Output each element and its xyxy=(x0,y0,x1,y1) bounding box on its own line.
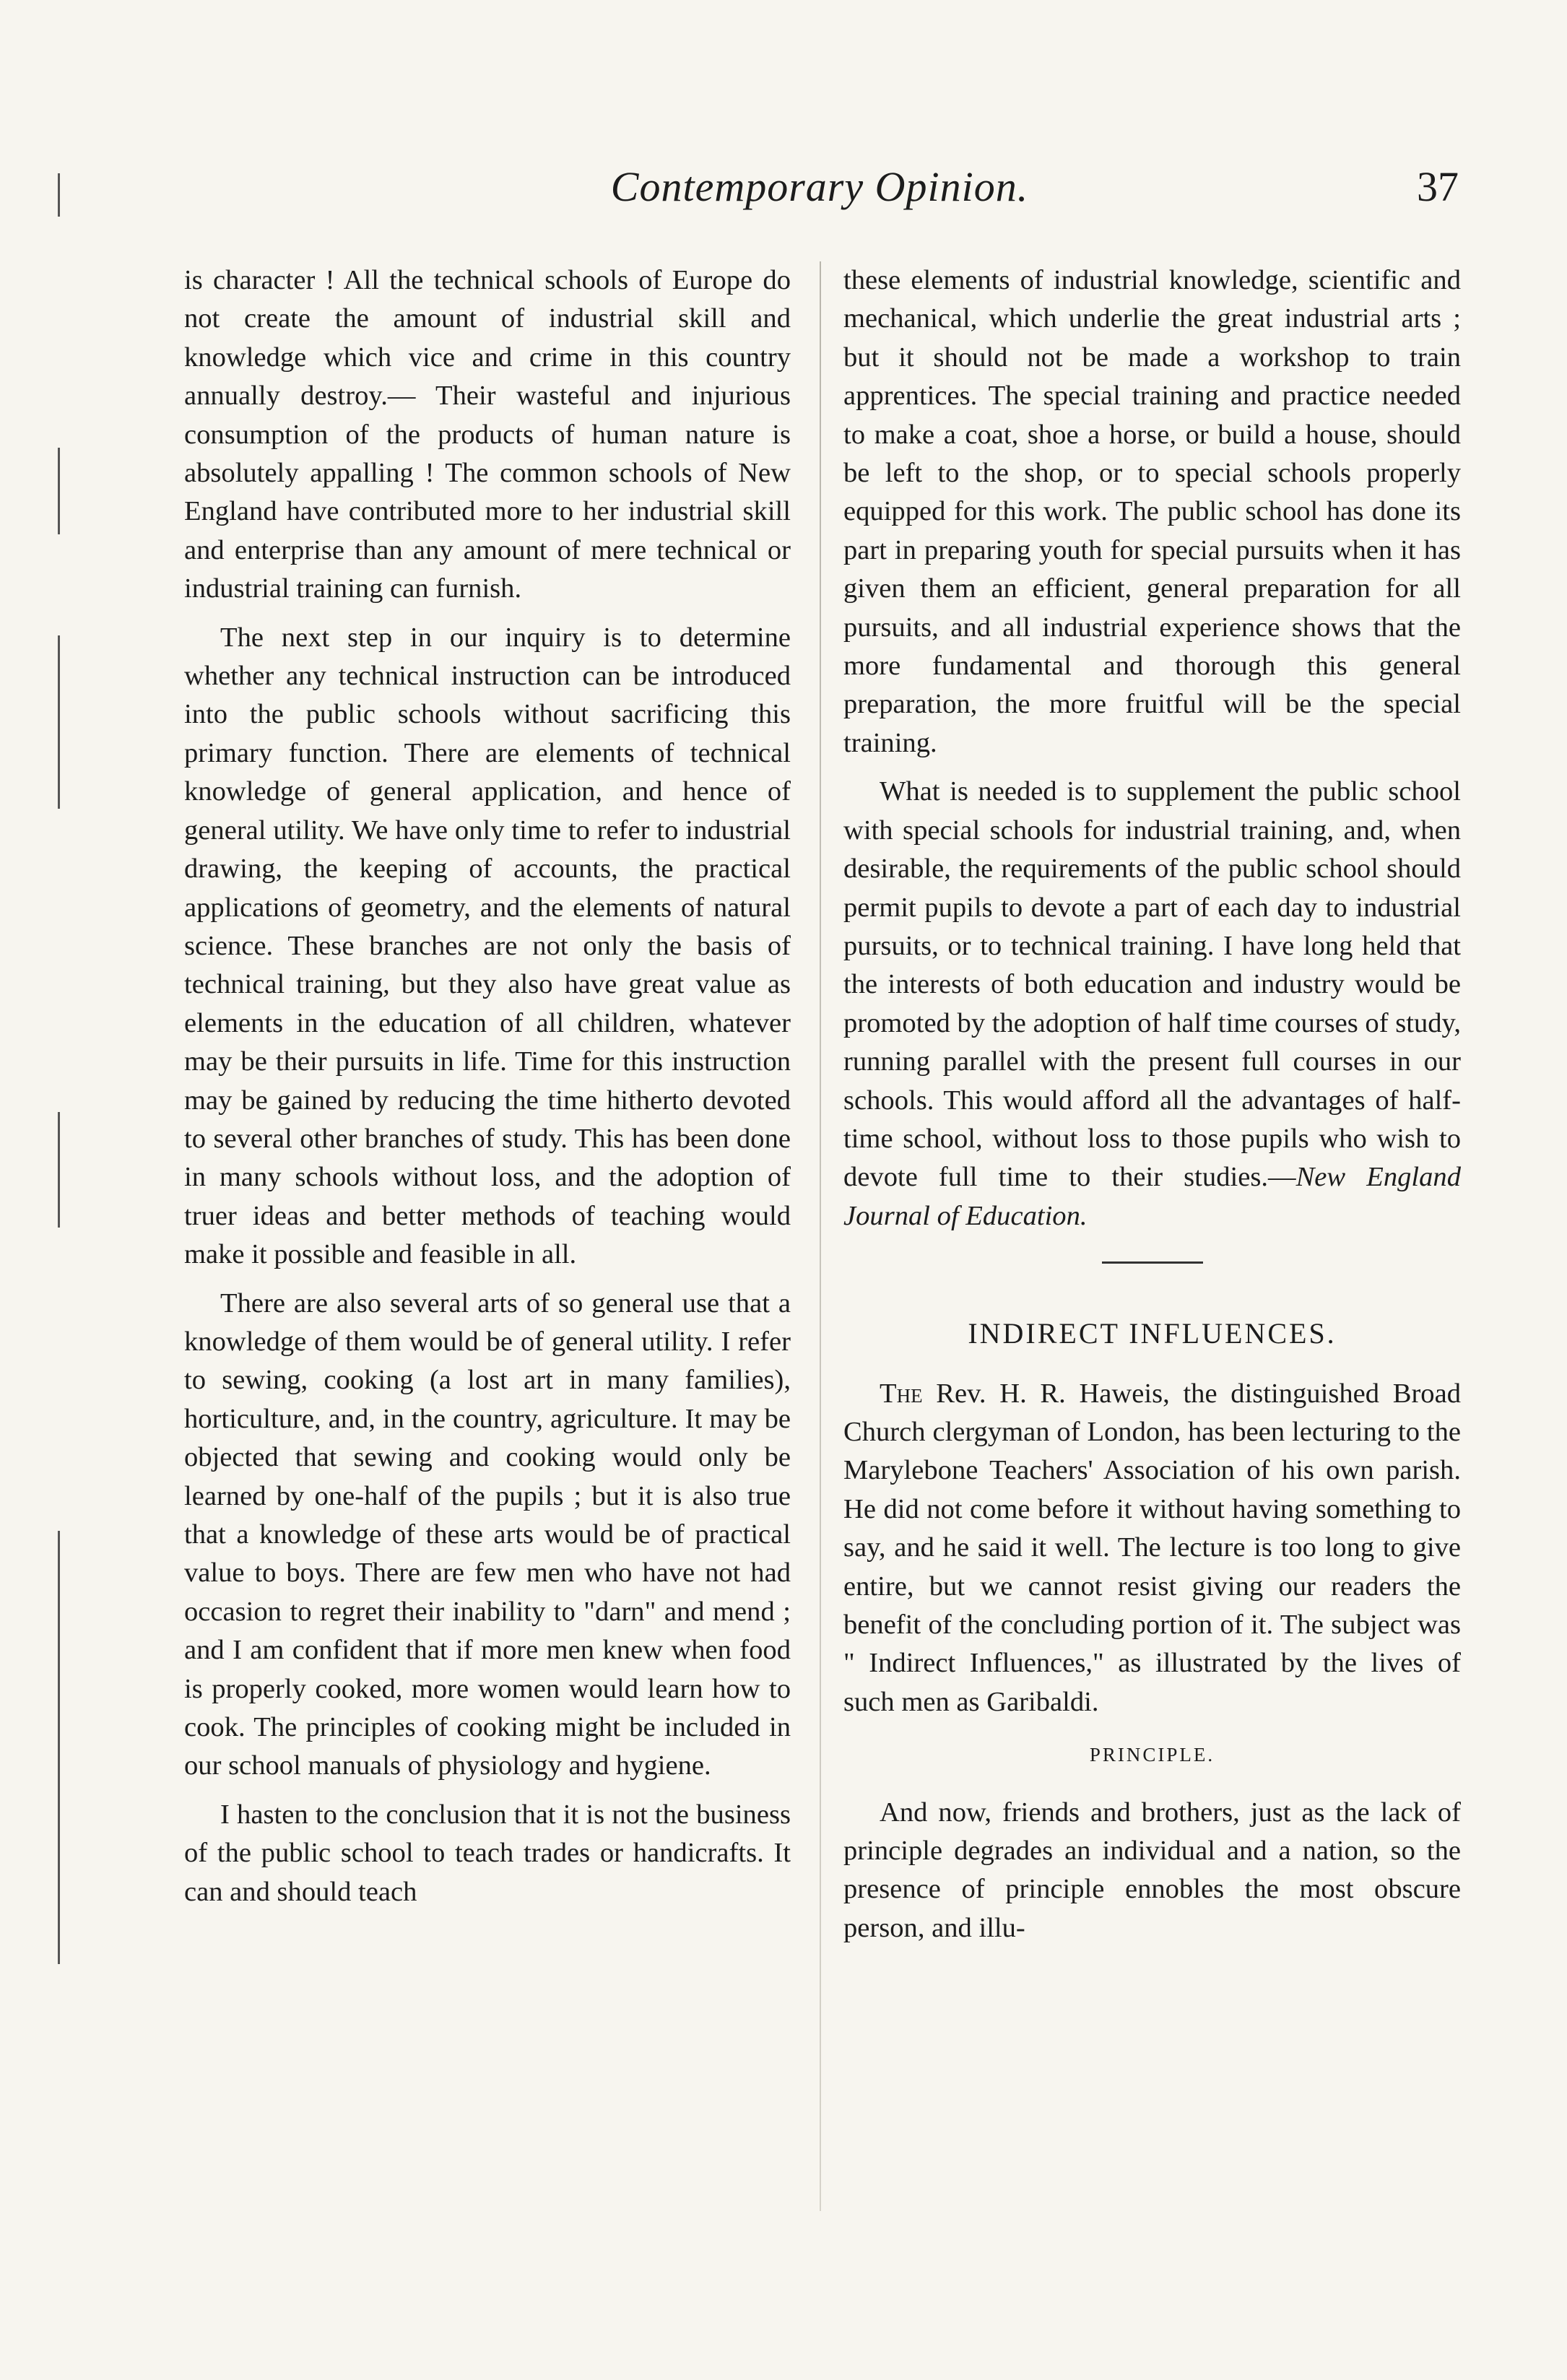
page-header xyxy=(181,162,1459,220)
paragraph xyxy=(843,773,1461,1235)
running-head: Contemporary Opinion. xyxy=(610,163,1029,210)
paragraph xyxy=(843,1375,1461,1722)
page-number: 37 xyxy=(1417,163,1459,210)
left-column xyxy=(184,261,791,1921)
paragraph: these elements of industrial knowledge, scientific and mechanical, which underlie the great industrial arts ; but it should not be made a workshop to train apprentices. The special training and practice needed to make a coat, shoe a horse, or build a house, should be left to the shop, or to special schools properly equipped for this work. The public school has done its part in preparing youth for special pursuits when it has given them an efficient, general preparation for all pursuits, and all industrial experience shows that the more fundamental and thorough this general preparation, the more fruitful will be the special training. xyxy=(843,265,1461,758)
source-citation: New England Journal of Education. xyxy=(843,1162,1461,1231)
column-divider xyxy=(820,261,821,2211)
right-column xyxy=(843,261,1461,1958)
subsection-title: PRINCIPLE. xyxy=(1089,1744,1215,1766)
paragraph: There are also several arts of so general use that a knowledge of them would be of general utility. I refer to sewing, cooking (a lost art in many families), horticulture, and, in the country, agriculture. It may be objected that sewing and cooking would only be learned by one-half of the pupils ; but it is also true that a knowledge of these arts would be of practical value to boys. There are few men who have not had occasion to regret their inability to "darn" and mend ; and I am confident that if more men knew when food is properly cooked, more women would learn how to cook. The principles of cooking might be included in our school manuals of physiology and hygiene. xyxy=(184,1287,791,1781)
lead-word: The xyxy=(880,1378,923,1409)
paragraph-text: What is needed is to supplement the public school with special schools for industrial training, and, when desirable, the requirements of the public school should permit pupils to devote a part of each day to industrial pursuits, or to technical training. I have long held that the interests of both education and industry would be promoted by the adoption of half time courses of study, running parallel with the present full courses in our schools. This would afford all the advantages of half-time school, without loss to those pupils who wish to devote full time to their studies.— xyxy=(843,776,1461,1193)
paragraph: I hasten to the conclusion that it is not the business of the public school to teach trades or handicrafts. It can and should teach xyxy=(184,1799,791,1907)
paragraph-text: Rev. H. R. Haweis, the distinguished Broad Church clergyman of London, has been lecturing to the Marylebone Teachers' Association of his own parish. He did not come before it without having something to say, and he said it well. The lecture is too long to give entire, but we cannot resist giving our readers the benefit of the concluding portion of it. The subject was " Indirect Influences," as illustrated by the lives of such men as Garibaldi. xyxy=(843,1378,1461,1717)
paragraph: And now, friends and brothers, just as the lack of principle degrades an individual and a nation, so the presence of principle ennobles the most obscure person, and illu- xyxy=(843,1797,1461,1943)
paragraph: The next step in our inquiry is to determine whether any technical instruction can be introduced into the public schools without sacrificing this primary function. There are elements of technical knowledge of general application, and hence of general utility. We have only time to refer to industrial drawing, the keeping of accounts, the practical applications of geometry, and the elements of natural science. These branches are not only the basis of technical training, but they also have great value as elements in the education of all children, whatever may be their pursuits in life. Time for this instruction may be gained by reducing the time hitherto devoted to several other branches of study. This has been done in many schools without loss, and the adoption of truer ideas and better methods of teaching would make it possible and feasible in all. xyxy=(184,622,791,1270)
section-title: INDIRECT INFLUENCES. xyxy=(968,1317,1337,1350)
paragraph: is character ! All the technical schools of Europe do not create the amount of industrial skill and knowledge which vice and crime in this country annually destroy.— Their wasteful and injurious consumption of the products of human nature is absolutely appalling ! The common schools of New England have contributed more to her industrial skill and enterprise than any amount of mere technical or industrial training can furnish. xyxy=(184,265,791,604)
scan-margin-marks xyxy=(43,43,108,2354)
section-rule xyxy=(1102,1261,1203,1264)
